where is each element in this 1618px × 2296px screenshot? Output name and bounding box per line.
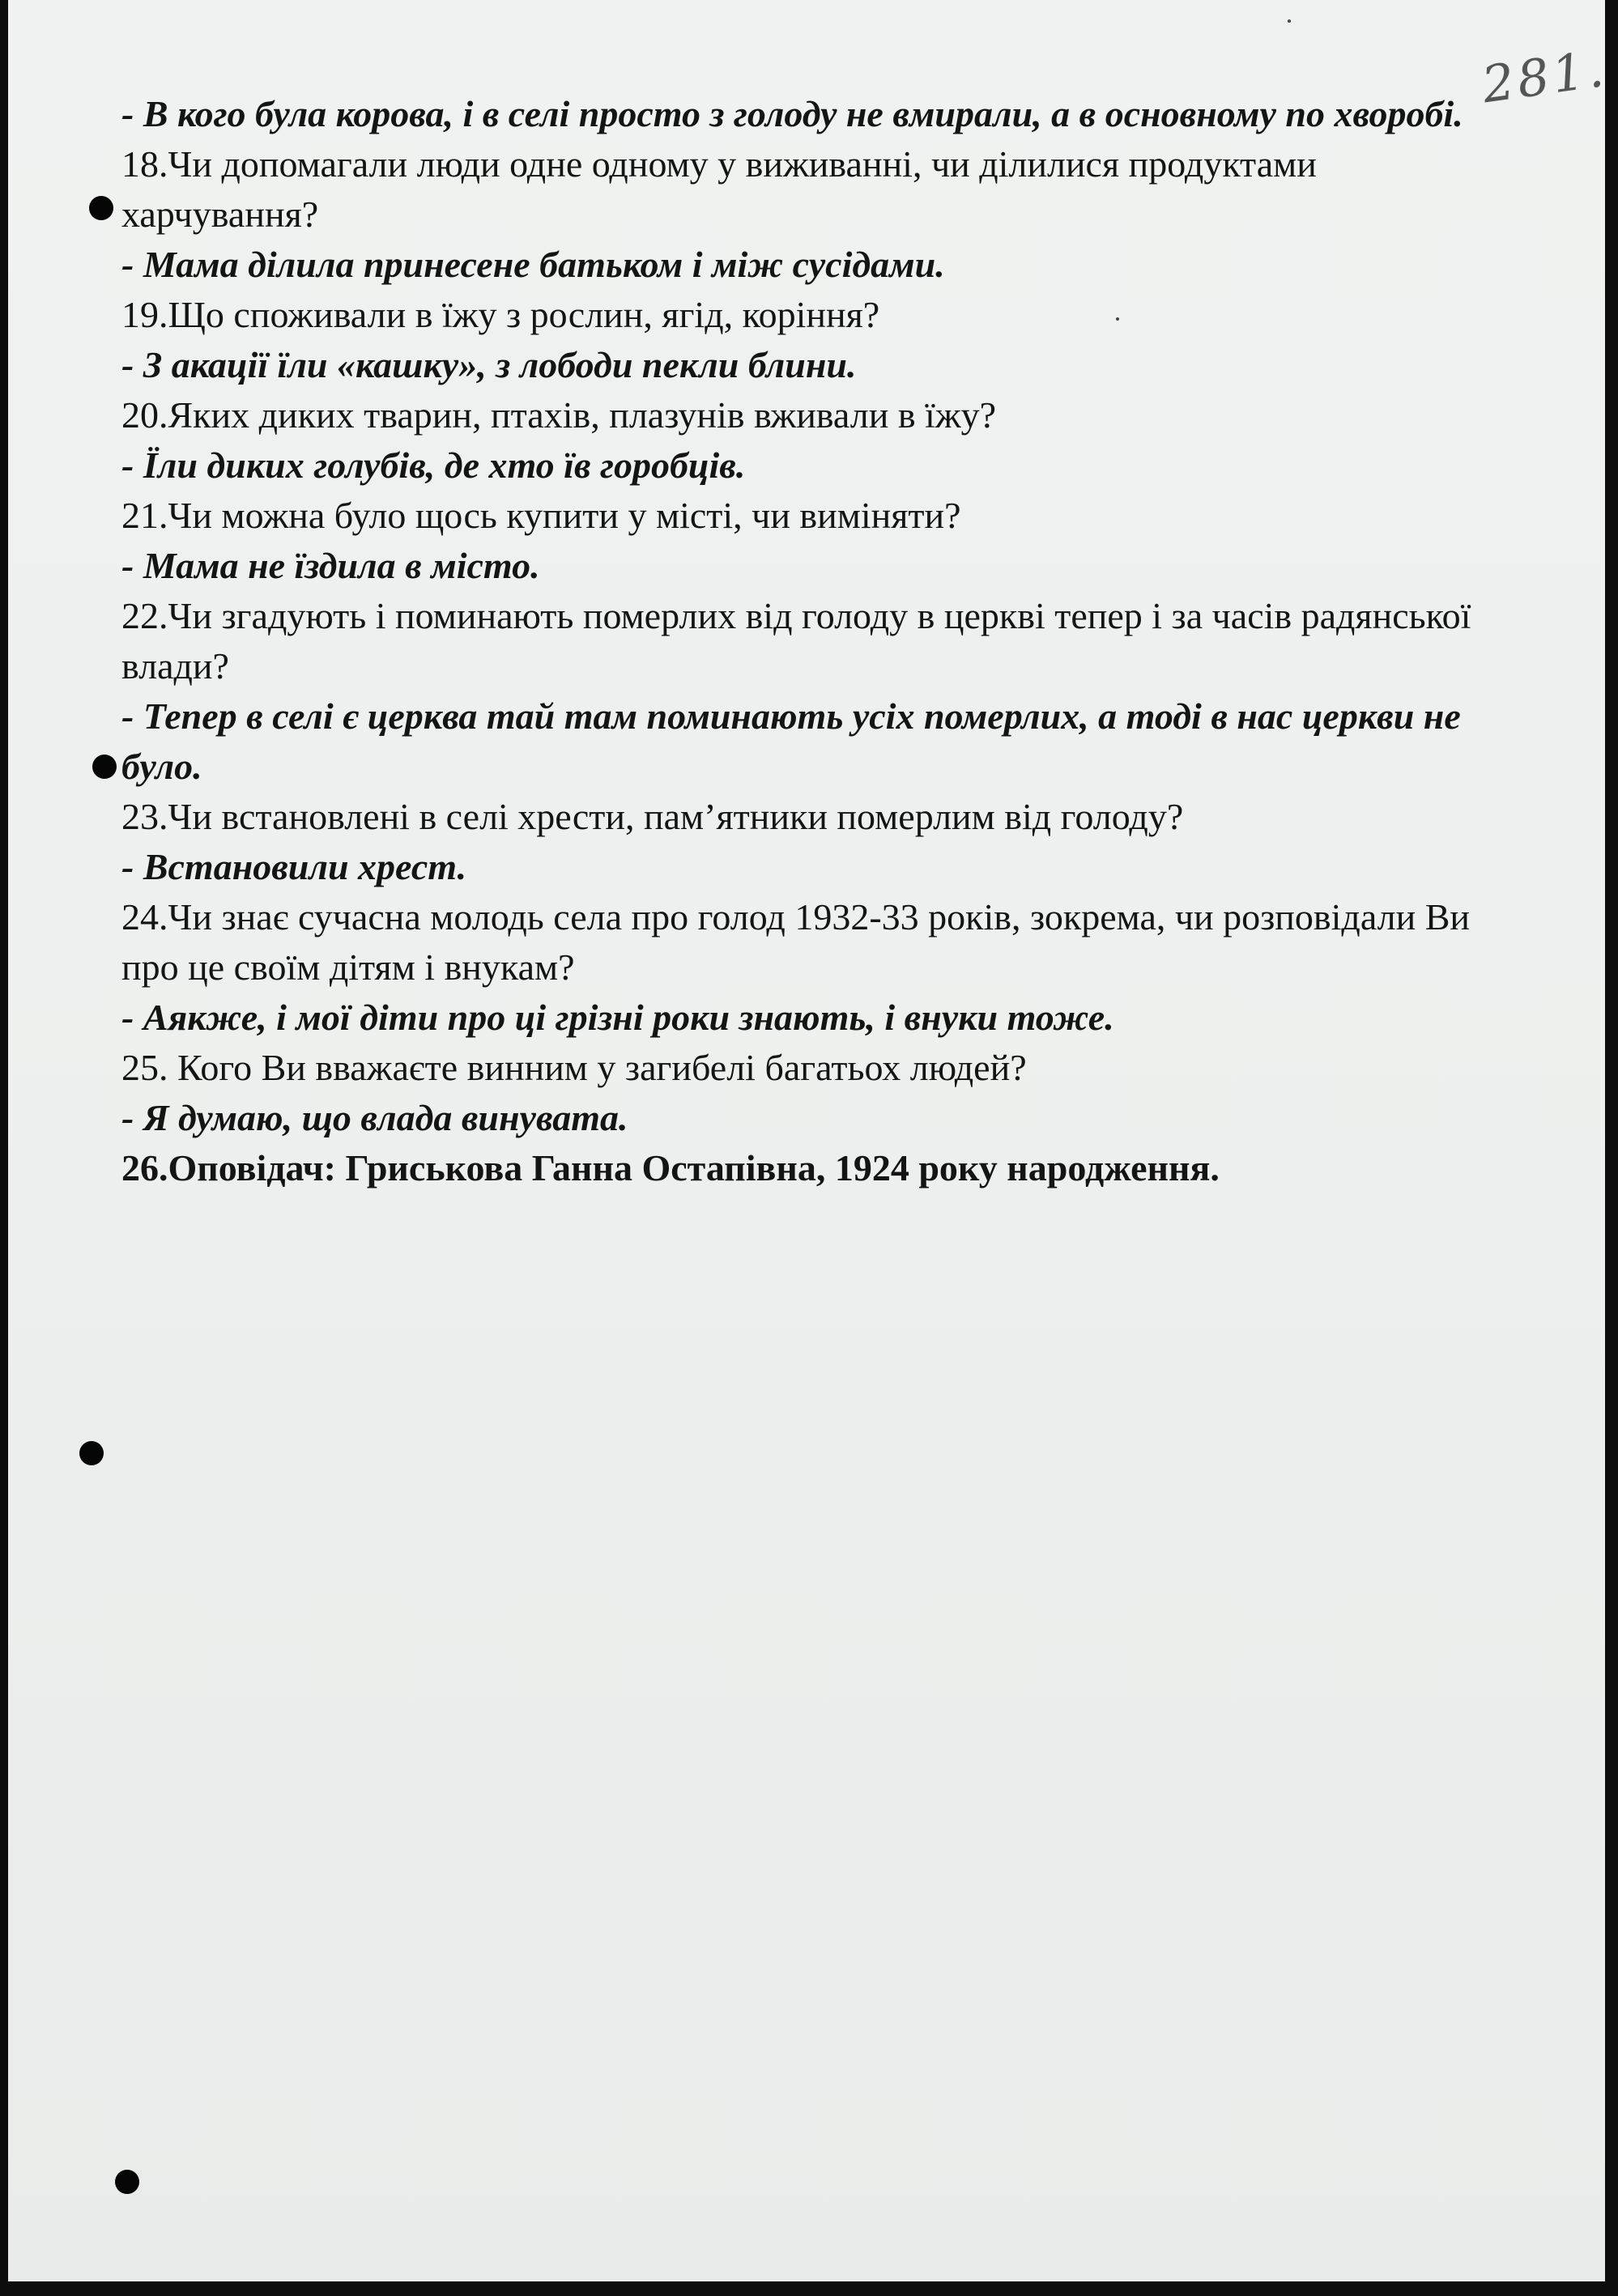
- answer-17: - В кого була корова, і в селі просто з голоду не вмирали, а в основному по хворобі.: [121, 93, 1463, 134]
- answer-22: - Тепер в селі є церква тай там поминають усіх померлих, а тоді в нас церкви не було.: [121, 695, 1461, 787]
- interview-text: [121, 89, 1498, 1193]
- question-22: 22.Чи згадують і поминають померлих від голоду в церкві тепер і за часів радянської влади?: [121, 595, 1471, 687]
- answer-21: - Мама не їздила в місто.: [121, 545, 540, 586]
- answer-19: - З акації їли «кашку», з лободи пекли блини.: [121, 344, 857, 385]
- narrator-line: 26.Оповідач: Гриськова Ганна Остапівна, 1924 року народження.: [121, 1147, 1220, 1188]
- question-23: 23.Чи встановлені в селі хрести, пам’ятники померлим від голоду?: [121, 796, 1184, 837]
- question-25: 25. Кого Ви вважаєте винним у загибелі багатьох людей?: [121, 1047, 1027, 1088]
- answer-18: - Мама ділила принесене батьком і між сусідами.: [121, 244, 945, 285]
- punch-hole-3: [79, 1441, 104, 1465]
- question-20: 20.Яких диких тварин, птахів, плазунів вживали в їжу?: [121, 394, 997, 436]
- punch-hole-2: [92, 755, 117, 779]
- paper-speck: [1116, 317, 1119, 321]
- answer-24: - Аякже, і мої діти про ці грізні роки знають, і внуки тоже.: [121, 997, 1114, 1038]
- document-page: [8, 0, 1611, 2281]
- question-19: 19.Що споживали в їжу з рослин, ягід, коріння?: [121, 294, 880, 335]
- punch-hole-4: [115, 2170, 139, 2194]
- answer-20: - Їли диких голубів, де хто їв горобців.: [121, 444, 746, 486]
- handwritten-page-number: 281.: [1478, 38, 1611, 115]
- paper-speck: [1288, 19, 1291, 23]
- punch-hole-1: [89, 196, 113, 220]
- answer-23: - Встановили хрест.: [121, 846, 467, 887]
- question-21: 21.Чи можна було щось купити у місті, чи виміняти?: [121, 495, 961, 536]
- question-24: 24.Чи знає сучасна молодь села про голод 1932-33 років, зокрема, чи розповідали Ви про це своїм дітям і внукам?: [121, 896, 1471, 988]
- answer-25: - Я думаю, що влада винувата.: [121, 1097, 628, 1138]
- question-18: 18.Чи допомагали люди одне одному у виживанні, чи ділилися продуктами харчування?: [121, 143, 1317, 235]
